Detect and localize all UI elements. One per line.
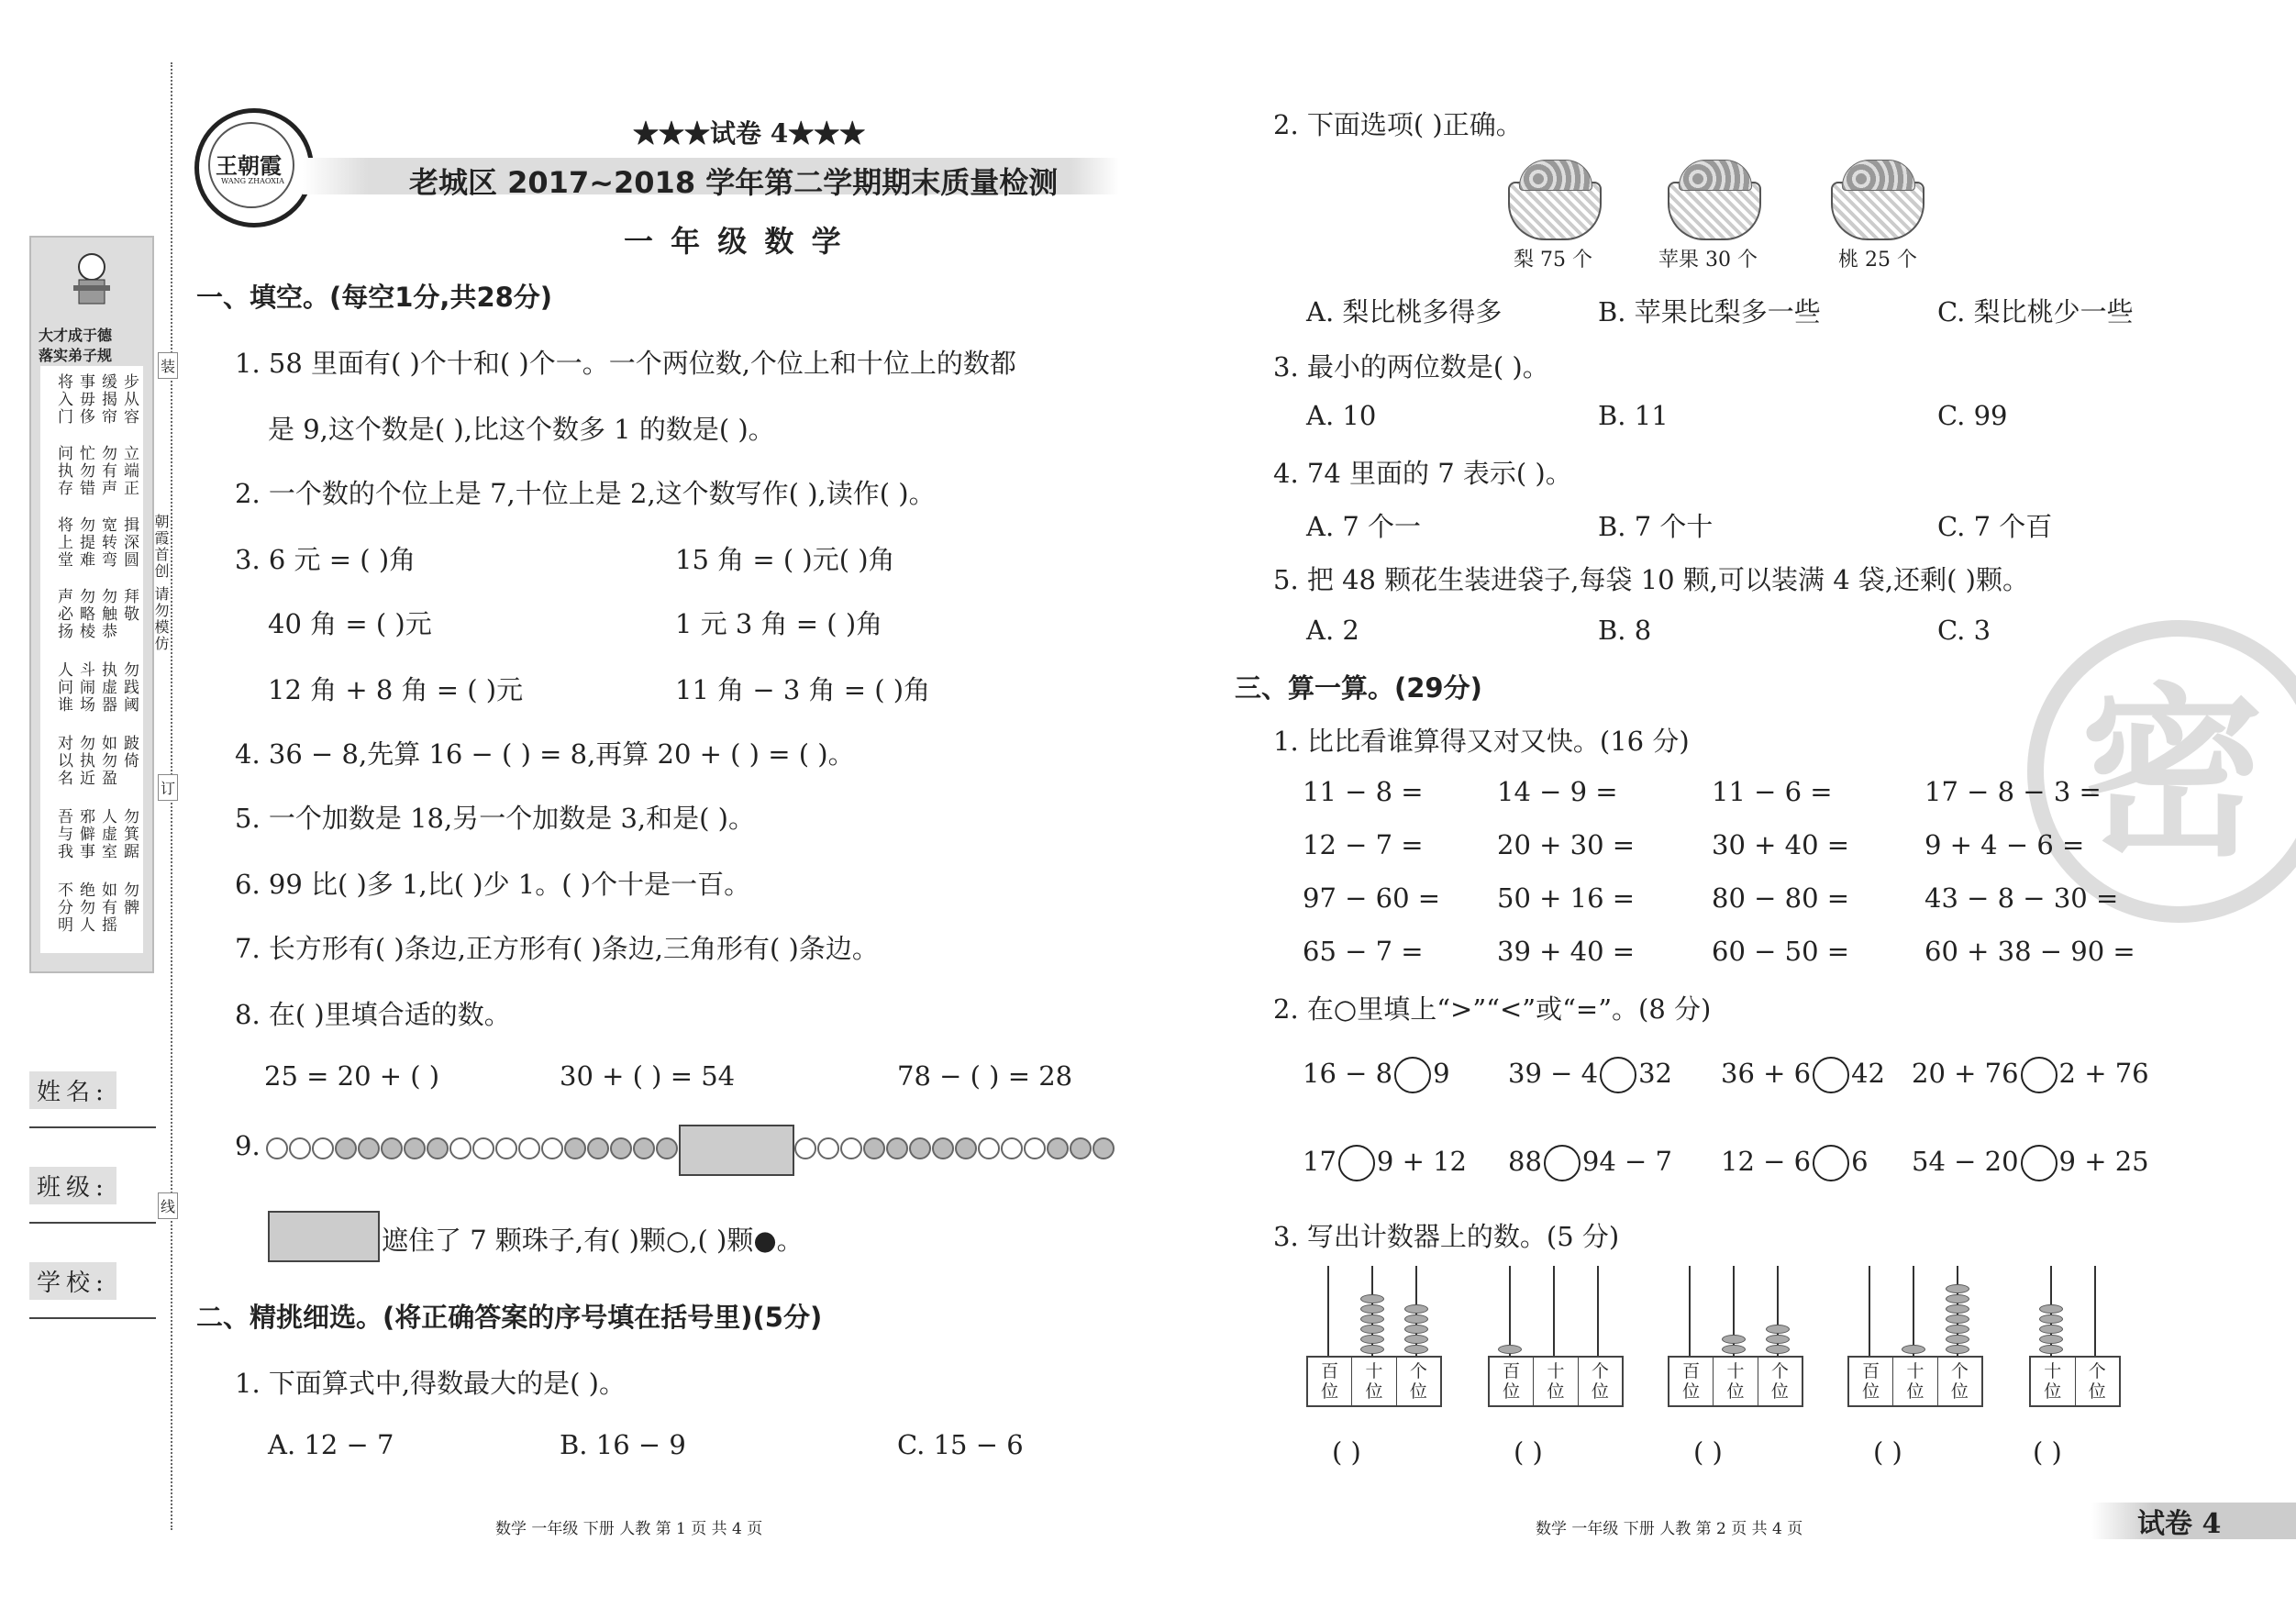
pear-basket-icon	[1508, 182, 1602, 240]
abacus-bead	[1404, 1314, 1428, 1324]
poem-col: 跛倚	[120, 735, 139, 770]
compare-circle-blank[interactable]	[1394, 1057, 1431, 1093]
compare-right: 6	[1851, 1146, 1869, 1177]
name-field[interactable]	[29, 1071, 150, 1109]
pear-count: 梨 75 个	[1514, 249, 1592, 272]
poem-box	[40, 366, 143, 953]
abacus-place-labels	[1488, 1356, 1624, 1407]
poem-col: 对以名	[54, 735, 72, 787]
compare-circle-blank[interactable]	[2021, 1145, 2058, 1181]
bead-filled	[564, 1137, 586, 1159]
mc-question-2: 2. 下面选项( )正确。	[1273, 109, 1523, 140]
exam-title: 老城区 2017~2018 学年第二学期期末质量检测	[409, 165, 1059, 200]
compare-left: 12 − 6	[1721, 1146, 1812, 1177]
left-page-footer: 数学 一年级 下册 人教 第 1 页 共 4 页	[495, 1520, 763, 1538]
abacus-place-label: 个位	[1409, 1361, 1427, 1402]
poem-col: 斗闹场	[76, 661, 94, 714]
calc-item: 60 − 50 =	[1712, 936, 1850, 967]
mc-2-option-b: B. 苹果比梨多一些	[1598, 296, 1821, 327]
calc-item: 50 + 16 =	[1497, 882, 1636, 914]
compare-item	[1912, 1145, 2149, 1181]
poem-col: 邪僻事	[76, 808, 94, 860]
mc-3-option-c: C. 99	[1937, 400, 2008, 431]
cover-box-legend	[268, 1211, 380, 1262]
abacus-place-label: 百位	[1849, 1358, 1893, 1405]
abacus-rod	[1553, 1266, 1555, 1356]
calc-item: 97 − 60 =	[1303, 882, 1441, 914]
bead-filled	[909, 1137, 931, 1159]
calc-item: 14 − 9 =	[1497, 776, 1618, 807]
abacus-bead	[1946, 1304, 1969, 1314]
compare-item	[1303, 1057, 1450, 1093]
school-label: 学校:	[29, 1262, 116, 1300]
poem-col: 人问谁	[54, 661, 72, 714]
bead-empty	[978, 1137, 1000, 1159]
question-3-2a: 40 角 = ( )元	[268, 608, 432, 639]
abacus-place-labels	[2029, 1356, 2121, 1407]
poem-col: 不分明	[54, 882, 72, 934]
logo-text: 王朝霞	[216, 152, 282, 179]
name-line[interactable]	[29, 1126, 156, 1128]
poem-col: 揖深圆	[120, 516, 139, 569]
mc-5-option-a: A. 2	[1306, 615, 1359, 646]
mc-1-option-c: C. 15 − 6	[897, 1429, 1024, 1460]
compare-left: 88	[1508, 1146, 1542, 1177]
bead-empty	[1024, 1137, 1046, 1159]
stamp-text: 密	[2080, 666, 2265, 882]
abacus-bead	[1722, 1345, 1746, 1354]
question-1b: 是 9,这个数是( ),比这个数多 1 的数是( )。	[268, 414, 775, 445]
bead-filled	[381, 1137, 403, 1159]
abacus-bead	[2039, 1325, 2063, 1334]
bead-empty	[518, 1137, 540, 1159]
compare-item	[1912, 1057, 2149, 1093]
bead-filled	[610, 1137, 632, 1159]
bead-filled	[955, 1137, 977, 1159]
abacus-place-label: 个位	[1950, 1361, 1969, 1402]
compare-item	[1721, 1057, 1885, 1093]
bead-filled	[404, 1137, 426, 1159]
abacus-bead	[1404, 1345, 1428, 1354]
abacus-bead	[2039, 1304, 2063, 1314]
mc-question-5: 5. 把 48 颗花生装进袋子,每袋 10 颗,可以装满 4 袋,还剩( )颗。	[1273, 564, 2029, 595]
calc-item: 60 + 38 − 90 =	[1924, 936, 2135, 967]
abacus-bead	[2039, 1335, 2063, 1344]
school-field[interactable]	[29, 1262, 150, 1300]
poem-col: 勿触恭	[98, 588, 116, 640]
confidential-stamp	[2027, 620, 2296, 923]
abacus-bead	[1722, 1335, 1746, 1344]
bead-filled	[358, 1137, 380, 1159]
abacus-bead	[1360, 1314, 1384, 1324]
compare-circle-blank[interactable]	[1544, 1145, 1581, 1181]
abacus-answer-blank[interactable]: ( )	[1332, 1436, 1361, 1468]
question-8: 8. 在( )里填合适的数。	[235, 999, 511, 1030]
compare-left: 39 − 4	[1508, 1058, 1599, 1089]
compare-item	[1508, 1145, 1672, 1181]
question-1a: 1. 58 里面有( )个十和( )个一。一个两位数,个位上和十位上的数都	[235, 348, 1016, 379]
poem-col: 问执存	[54, 445, 72, 497]
abacus-bead	[1902, 1345, 1925, 1354]
abacus-place-labels	[1306, 1356, 1442, 1407]
abacus-answer-blank[interactable]: ( )	[2033, 1436, 2062, 1468]
poem-col: 吾与我	[54, 808, 72, 860]
poem-col: 声必扬	[54, 588, 72, 640]
abacus-place-label: 十位	[2031, 1358, 2076, 1405]
bead-filled	[1047, 1137, 1069, 1159]
abacus-bead	[1946, 1294, 1969, 1303]
paper-label: ★★★试卷 4★★★	[633, 118, 866, 149]
abacus-place-labels	[1668, 1356, 1803, 1407]
class-field[interactable]	[29, 1167, 150, 1204]
bead-empty	[312, 1137, 334, 1159]
abacus-place-label: 个位	[1591, 1361, 1609, 1402]
bead-empty	[817, 1137, 839, 1159]
section-1-title: 一、填空。(每空1分,共28分)	[196, 282, 553, 313]
compare-item	[1508, 1057, 1672, 1093]
name-label: 姓名:	[29, 1071, 116, 1109]
abacus-bead	[2039, 1345, 2063, 1354]
calc-question-2: 2. 在○里填上“>”“<”或“=”。(8 分)	[1273, 993, 1712, 1025]
mc-question-3: 3. 最小的两位数是( )。	[1273, 351, 1549, 383]
bead-filled	[656, 1137, 678, 1159]
question-3-2b: 1 元 3 角 = ( )角	[675, 608, 883, 639]
bead-filled	[335, 1137, 357, 1159]
compare-right: 9 + 12	[1376, 1146, 1467, 1177]
poem-col: 绝勿人	[76, 882, 94, 934]
abacus-rod	[1509, 1266, 1511, 1356]
abacus-bead	[1498, 1345, 1522, 1354]
mc-3-option-a: A. 10	[1306, 400, 1377, 431]
question-3-1a: 3. 6 元 = ( )角	[235, 544, 416, 575]
sidebar-poem-panel	[29, 236, 154, 973]
poem-col: 勿略棱	[76, 588, 94, 640]
motto-line-1: 大才成于德	[39, 327, 113, 344]
motto-line-2: 落实弟子规	[39, 347, 113, 364]
compare-left: 17	[1303, 1146, 1337, 1177]
abacus-rod	[2094, 1266, 2096, 1356]
abacus-rod	[1869, 1266, 1870, 1356]
poem-col: 立端正	[120, 445, 139, 497]
poem-col: 步从容	[120, 373, 139, 426]
calc-item: 43 − 8 − 30 =	[1924, 882, 2119, 914]
poem-col: 人虚室	[98, 808, 116, 860]
poem-col: 忙勿错	[76, 445, 94, 497]
mc-4-option-c: C. 7 个百	[1937, 511, 2053, 542]
compare-circle-blank[interactable]	[1813, 1145, 1849, 1181]
calc-item: 11 − 8 =	[1303, 776, 1424, 807]
class-line[interactable]	[29, 1222, 156, 1224]
logo-subtext: WANG ZHAOXIA	[221, 177, 284, 185]
abacus-bead	[1766, 1345, 1790, 1354]
abacus-place-label: 十位	[1352, 1358, 1396, 1405]
poem-col: 执虚器	[98, 661, 116, 714]
bead-filled	[427, 1137, 449, 1159]
compare-item	[1303, 1145, 1467, 1181]
poem-col: 如有摇	[98, 882, 116, 934]
binding-mark-1: 装	[158, 352, 178, 379]
question-9-number: 9.	[235, 1130, 261, 1161]
abacus-place-label: 个位	[2088, 1361, 2106, 1402]
abacus-bead	[1946, 1345, 1969, 1354]
apple-basket-icon	[1668, 182, 1761, 240]
mc-5-option-c: C. 3	[1937, 615, 1991, 646]
mc-1-option-a: A. 12 − 7	[268, 1429, 394, 1460]
question-3-3b: 11 角 − 3 角 = ( )角	[675, 674, 931, 705]
abacus-rod	[1913, 1266, 1914, 1356]
bead-filled	[633, 1137, 655, 1159]
abacus-place-label: 十位	[1893, 1358, 1937, 1405]
mc-1-option-b: B. 16 − 9	[560, 1429, 686, 1460]
abacus-place-label: 十位	[1714, 1358, 1758, 1405]
bead-string	[266, 1137, 748, 1159]
poem-col: 勿箕踞	[120, 808, 139, 860]
poem-col: 勿髀	[120, 882, 139, 916]
compare-circle-blank[interactable]	[1813, 1057, 1849, 1093]
question-8a: 25 = 20 + ( )	[264, 1060, 440, 1092]
abacus-rod	[1597, 1266, 1599, 1356]
compare-right: 9	[1433, 1058, 1450, 1089]
abacus-bead	[2039, 1314, 2063, 1324]
abacus-bead	[1946, 1325, 1969, 1334]
calc-item: 12 − 7 =	[1303, 829, 1424, 860]
cover-box	[679, 1125, 794, 1176]
bead-empty	[840, 1137, 862, 1159]
compare-left: 54 − 20	[1912, 1146, 2019, 1177]
abacus-bead	[1360, 1304, 1384, 1314]
question-8b: 30 + ( ) = 54	[560, 1060, 736, 1092]
peach-basket-icon	[1831, 182, 1924, 240]
abacus-place-label: 百位	[1308, 1358, 1352, 1405]
mc-2-option-a: A. 梨比桃多得多	[1306, 296, 1503, 327]
bead-filled	[1070, 1137, 1092, 1159]
abacus-place-label: 十位	[1534, 1358, 1578, 1405]
question-4: 4. 36 − 8,先算 16 − ( ) = 8,再算 20 + ( ) = ( )。	[235, 738, 855, 770]
mc-3-option-b: B. 11	[1598, 400, 1669, 431]
abacus-bead	[1946, 1284, 1969, 1293]
bead-empty	[794, 1137, 816, 1159]
brand-logo	[194, 108, 314, 227]
bead-filled	[863, 1137, 885, 1159]
abacus-answer-blank[interactable]: ( )	[1693, 1436, 1723, 1468]
binding-note: 朝霞首创 请勿模仿	[152, 514, 170, 653]
abacus-rod	[1689, 1266, 1691, 1356]
question-3-1b: 15 角 = ( )元( )角	[675, 544, 895, 575]
mc-5-option-b: B. 8	[1598, 615, 1652, 646]
bead-empty	[1001, 1137, 1023, 1159]
question-6: 6. 99 比( )多 1,比( )少 1。( )个十是一百。	[235, 869, 751, 900]
calc-item: 20 + 30 =	[1497, 829, 1636, 860]
bead-empty	[472, 1137, 494, 1159]
compare-right: 42	[1851, 1058, 1885, 1089]
poem-col: 宽转弯	[98, 516, 116, 569]
right-page-footer: 数学 一年级 下册 人教 第 2 页 共 4 页	[1536, 1520, 1803, 1538]
calc-item: 80 − 80 =	[1712, 882, 1850, 914]
question-2: 2. 一个数的个位上是 7,十位上是 2,这个数写作( ),读作( )。	[235, 478, 936, 509]
question-5: 5. 一个加数是 18,另一个加数是 3,和是( )。	[235, 803, 755, 834]
abacus-bead	[1404, 1304, 1428, 1314]
abacus-place-label: 百位	[1669, 1358, 1714, 1405]
poem-col: 将入门	[54, 373, 72, 426]
compare-right: 32	[1638, 1058, 1672, 1089]
calc-item: 17 − 8 − 3 =	[1924, 776, 2102, 807]
compare-right: 9 + 25	[2058, 1146, 2149, 1177]
poem-col: 勿践阈	[120, 661, 139, 714]
abacus-bead	[1360, 1294, 1384, 1303]
mc-4-option-a: A. 7 个一	[1306, 511, 1422, 542]
compare-right: 2 + 76	[2058, 1058, 2149, 1089]
binding-mark-2: 订	[158, 774, 178, 801]
poem-col: 将上堂	[54, 516, 72, 569]
compare-circle-blank[interactable]	[1600, 1057, 1636, 1093]
poem-col: 如勿盈	[98, 735, 116, 787]
bead-empty	[495, 1137, 517, 1159]
abacus-place-labels	[1847, 1356, 1983, 1407]
binding-mark-3: 线	[158, 1192, 178, 1219]
section-2-title: 二、精挑细选。(将正确答案的序号填在括号里)(5分)	[196, 1302, 823, 1333]
section-3-title: 三、算一算。(29分)	[1235, 672, 1482, 704]
mc-question-1: 1. 下面算式中,得数最大的是( )。	[235, 1368, 626, 1399]
poem-col: 事毋侈	[76, 373, 94, 426]
subject-title: 一 年 级 数 学	[624, 224, 845, 259]
abacus-rod	[1327, 1266, 1329, 1356]
abacus-place-label: 个位	[1770, 1361, 1789, 1402]
calc-item: 39 + 40 =	[1497, 936, 1636, 967]
bead-empty	[266, 1137, 288, 1159]
bead-empty	[541, 1137, 563, 1159]
compare-item	[1721, 1145, 1869, 1181]
bead-filled	[587, 1137, 609, 1159]
calc-question-3: 3. 写出计数器上的数。(5 分)	[1273, 1221, 1620, 1252]
calc-item: 65 − 7 =	[1303, 936, 1424, 967]
abacus-bead	[1766, 1335, 1790, 1344]
school-line[interactable]	[29, 1317, 156, 1319]
abacus-bead	[1360, 1325, 1384, 1334]
abacus-bead	[1404, 1335, 1428, 1344]
calc-item: 9 + 4 − 6 =	[1924, 829, 2085, 860]
bead-string-right	[794, 1137, 1115, 1159]
compare-left: 36 + 6	[1721, 1058, 1812, 1089]
abacus-answer-blank[interactable]: ( )	[1514, 1436, 1543, 1468]
compare-circle-blank[interactable]	[1338, 1145, 1375, 1181]
mc-2-option-c: C. 梨比桃少一些	[1937, 296, 2134, 327]
abacus-bead	[1404, 1325, 1428, 1334]
poem-col: 拜敬	[120, 588, 139, 623]
bead-empty	[449, 1137, 471, 1159]
class-label: 班级:	[29, 1167, 116, 1204]
question-7: 7. 长方形有( )条边,正方形有( )条边,三角形有( )条边。	[235, 933, 879, 964]
bead-filled	[1093, 1137, 1115, 1159]
question-9-text: 遮住了 7 颗珠子,有( )颗○,( )颗●。	[382, 1225, 804, 1256]
mc-question-4: 4. 74 里面的 7 表示( )。	[1273, 458, 1572, 489]
poem-col: 勿执近	[76, 735, 94, 787]
bead-filled	[886, 1137, 908, 1159]
abacus-bead	[1360, 1345, 1384, 1354]
abacus-bead	[1766, 1325, 1790, 1334]
compare-right: 94 − 7	[1581, 1146, 1672, 1177]
abacus-bead	[1946, 1314, 1969, 1324]
question-3-3a: 12 角 + 8 角 = ( )元	[268, 674, 524, 705]
apple-count: 苹果 30 个	[1658, 249, 1758, 272]
compare-left: 16 − 8	[1303, 1058, 1393, 1089]
compare-left: 20 + 76	[1912, 1058, 2019, 1089]
abacus-answer-blank[interactable]: ( )	[1873, 1436, 1902, 1468]
abacus-place-label: 百位	[1490, 1358, 1534, 1405]
abacus-bead	[1360, 1335, 1384, 1344]
poem-col: 勿提难	[76, 516, 94, 569]
mc-4-option-b: B. 7 个十	[1598, 511, 1714, 542]
calc-item: 30 + 40 =	[1712, 829, 1850, 860]
poem-col: 缓揭帘	[98, 373, 116, 426]
compare-circle-blank[interactable]	[2021, 1057, 2058, 1093]
poem-col: 勿有声	[98, 445, 116, 497]
peach-count: 桃 25 个	[1838, 249, 1917, 272]
bead-empty	[289, 1137, 311, 1159]
calc-item: 11 − 6 =	[1712, 776, 1833, 807]
abacus-bead	[1946, 1335, 1969, 1344]
question-8c: 78 − ( ) = 28	[897, 1060, 1073, 1092]
corner-paper-label: 试卷 4	[2137, 1508, 2222, 1540]
child-illustration-icon	[68, 249, 116, 313]
bead-filled	[932, 1137, 954, 1159]
calc-question-1: 1. 比比看谁算得又对又快。(16 分)	[1273, 726, 1690, 757]
